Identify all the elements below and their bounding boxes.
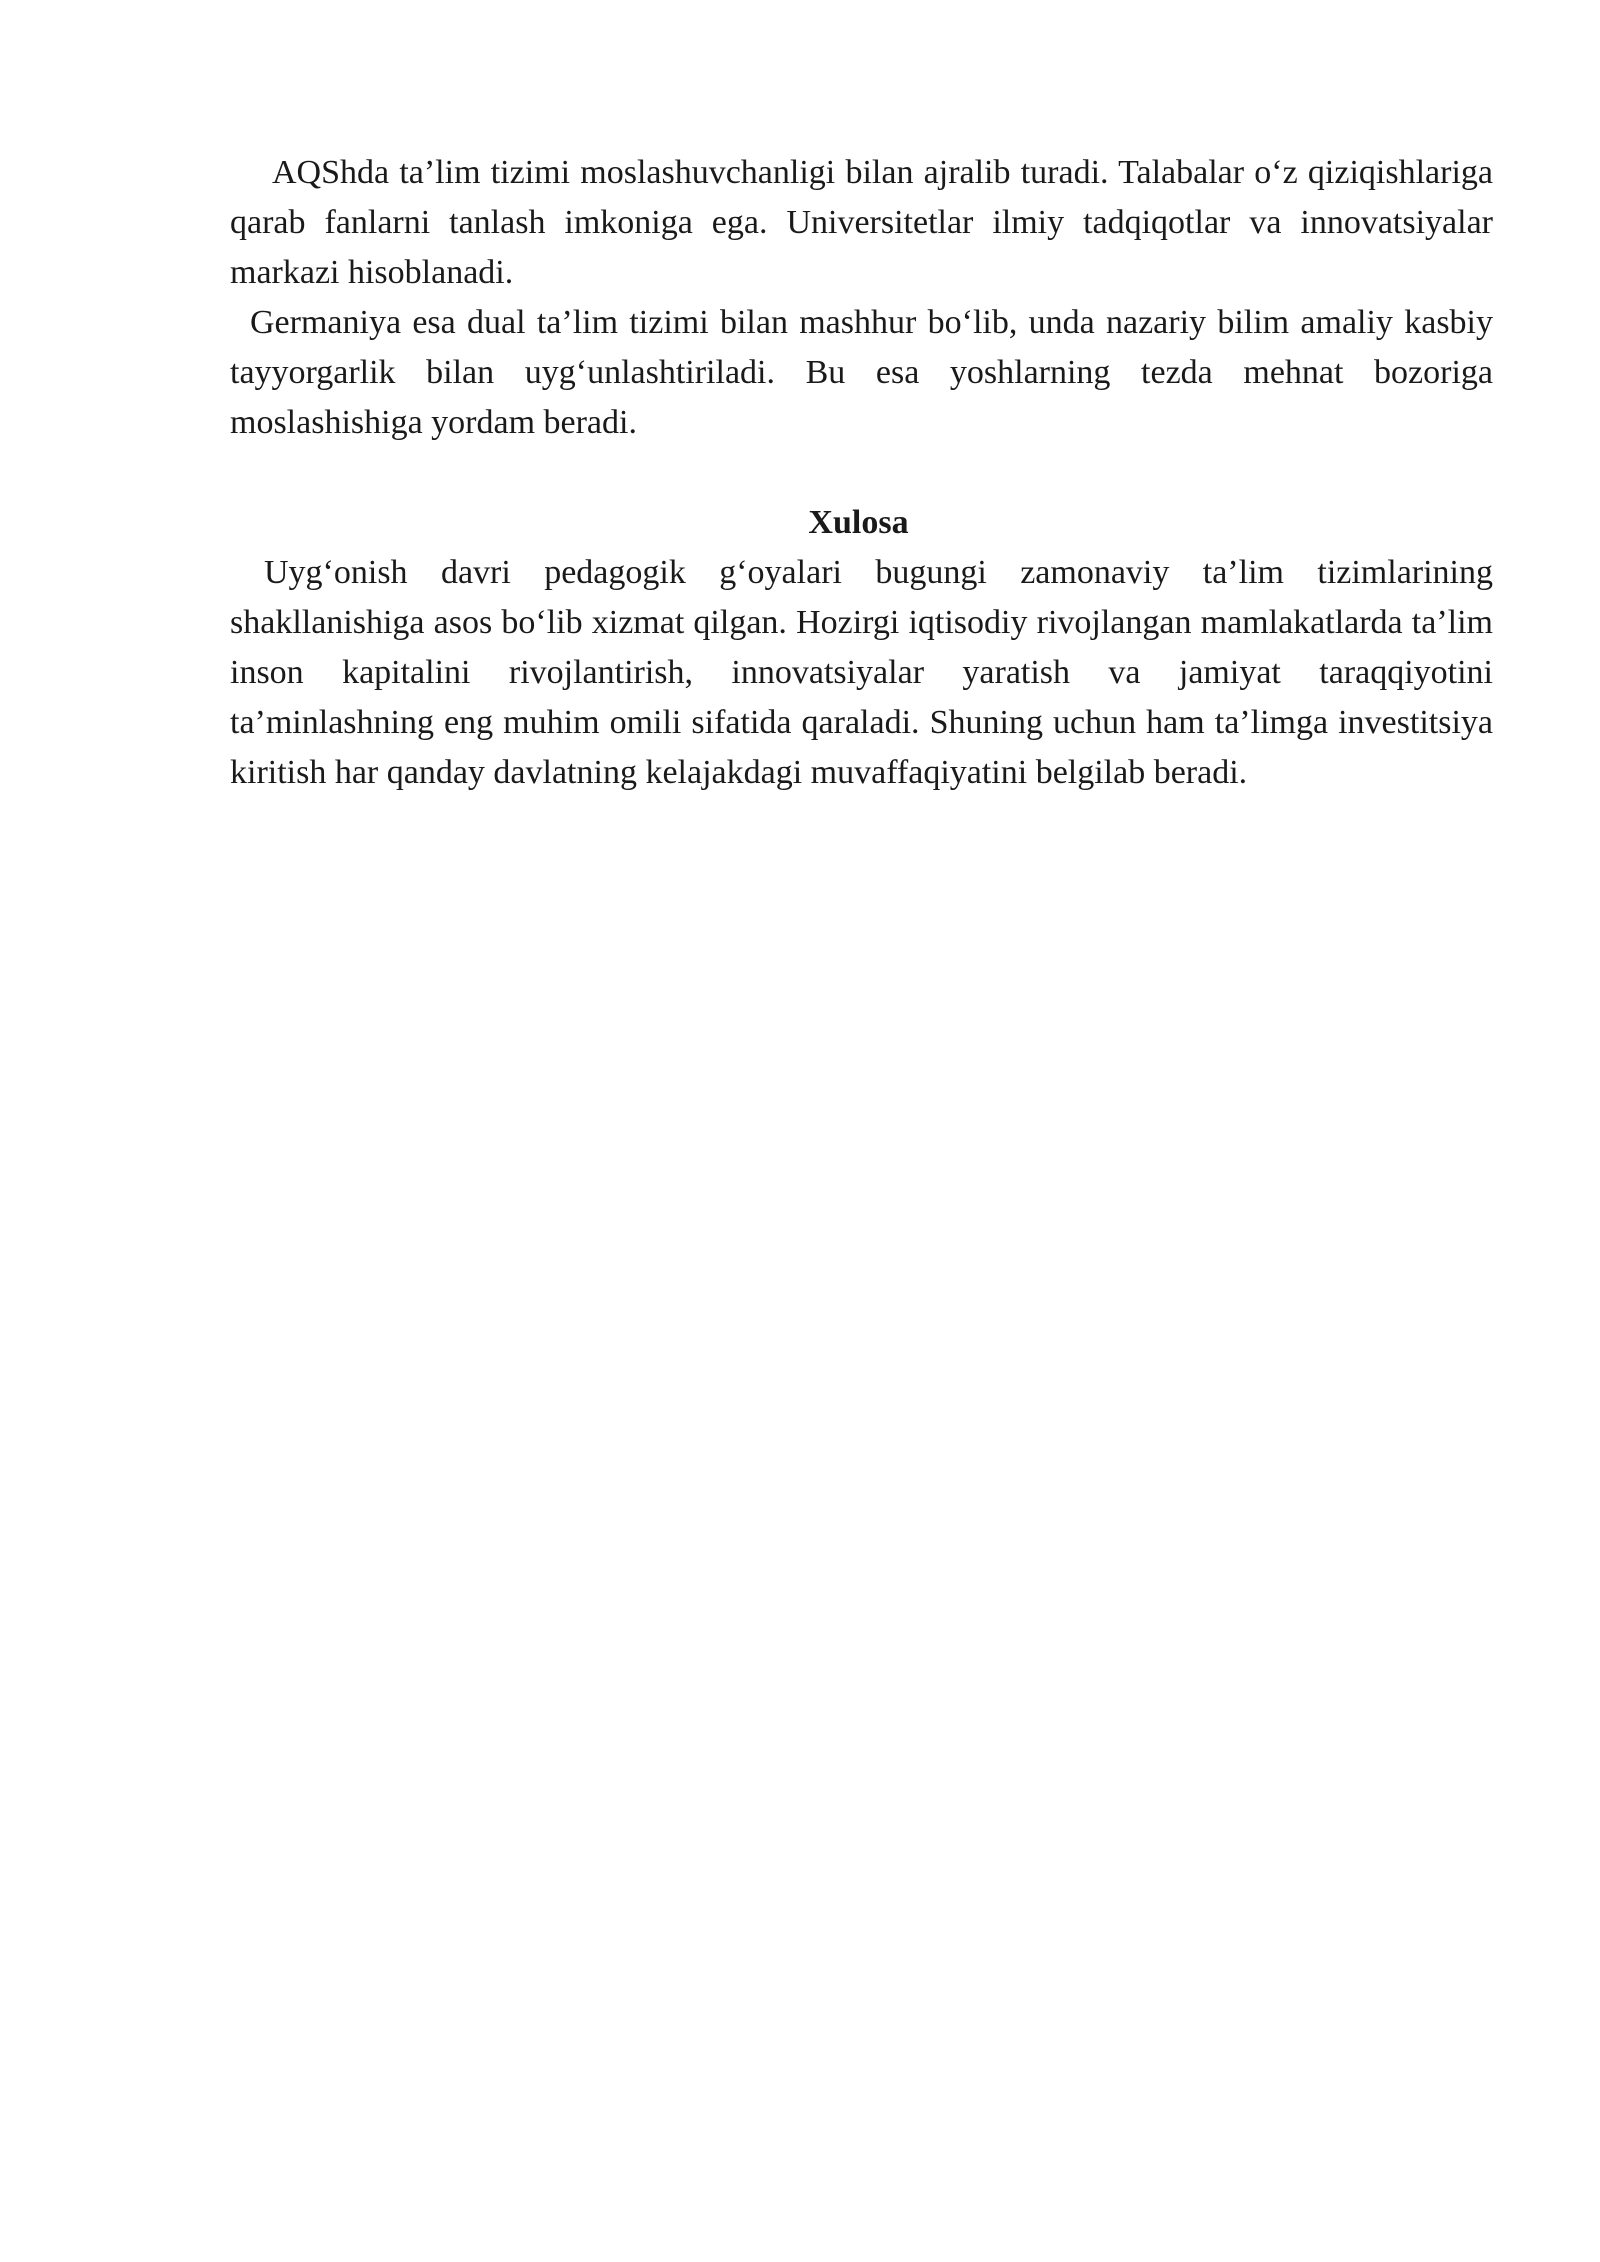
document-body bbox=[230, 148, 1493, 798]
section-heading-conclusion: Xulosa bbox=[808, 504, 909, 541]
paragraph-conclusion: Uyg‘onish davri pedagogik g‘oyalari bugungi zamonaviy ta’lim tizimlarining shakllanishiga asos bo‘lib xizmat qilgan. Hozirgi iqtisodiy rivojlangan mamlakatlarda ta’lim inson kapitalini rivojlantirish, innovatsiyalar yaratish va jamiyat taraqqiyotini ta’minlashning eng muhim omili sifatida qaraladi. Shuning uchun ham ta’limga investitsiya kiritish har qanday davlatning kelajakdagi muvaffaqiyatini belgilab beradi. bbox=[230, 554, 1493, 791]
paragraph-germany-education: Germaniya esa dual ta’lim tizimi bilan mashhur bo‘lib, unda nazariy bilim amaliy kasbiy tayyorgarlik bilan uyg‘unlashtiriladi. Bu esa yoshlarning tezda mehnat bozoriga moslashishiga yordam beradi. bbox=[230, 304, 1493, 441]
paragraph-usa-education: AQShda ta’lim tizimi moslashuvchanligi bilan ajralib turadi. Talabalar o‘z qiziqishlariga qarab fanlarni tanlash imkoniga ega. Universitetlar ilmiy tadqiqotlar va innovatsiyalar markazi hisoblanadi. bbox=[230, 154, 1493, 291]
